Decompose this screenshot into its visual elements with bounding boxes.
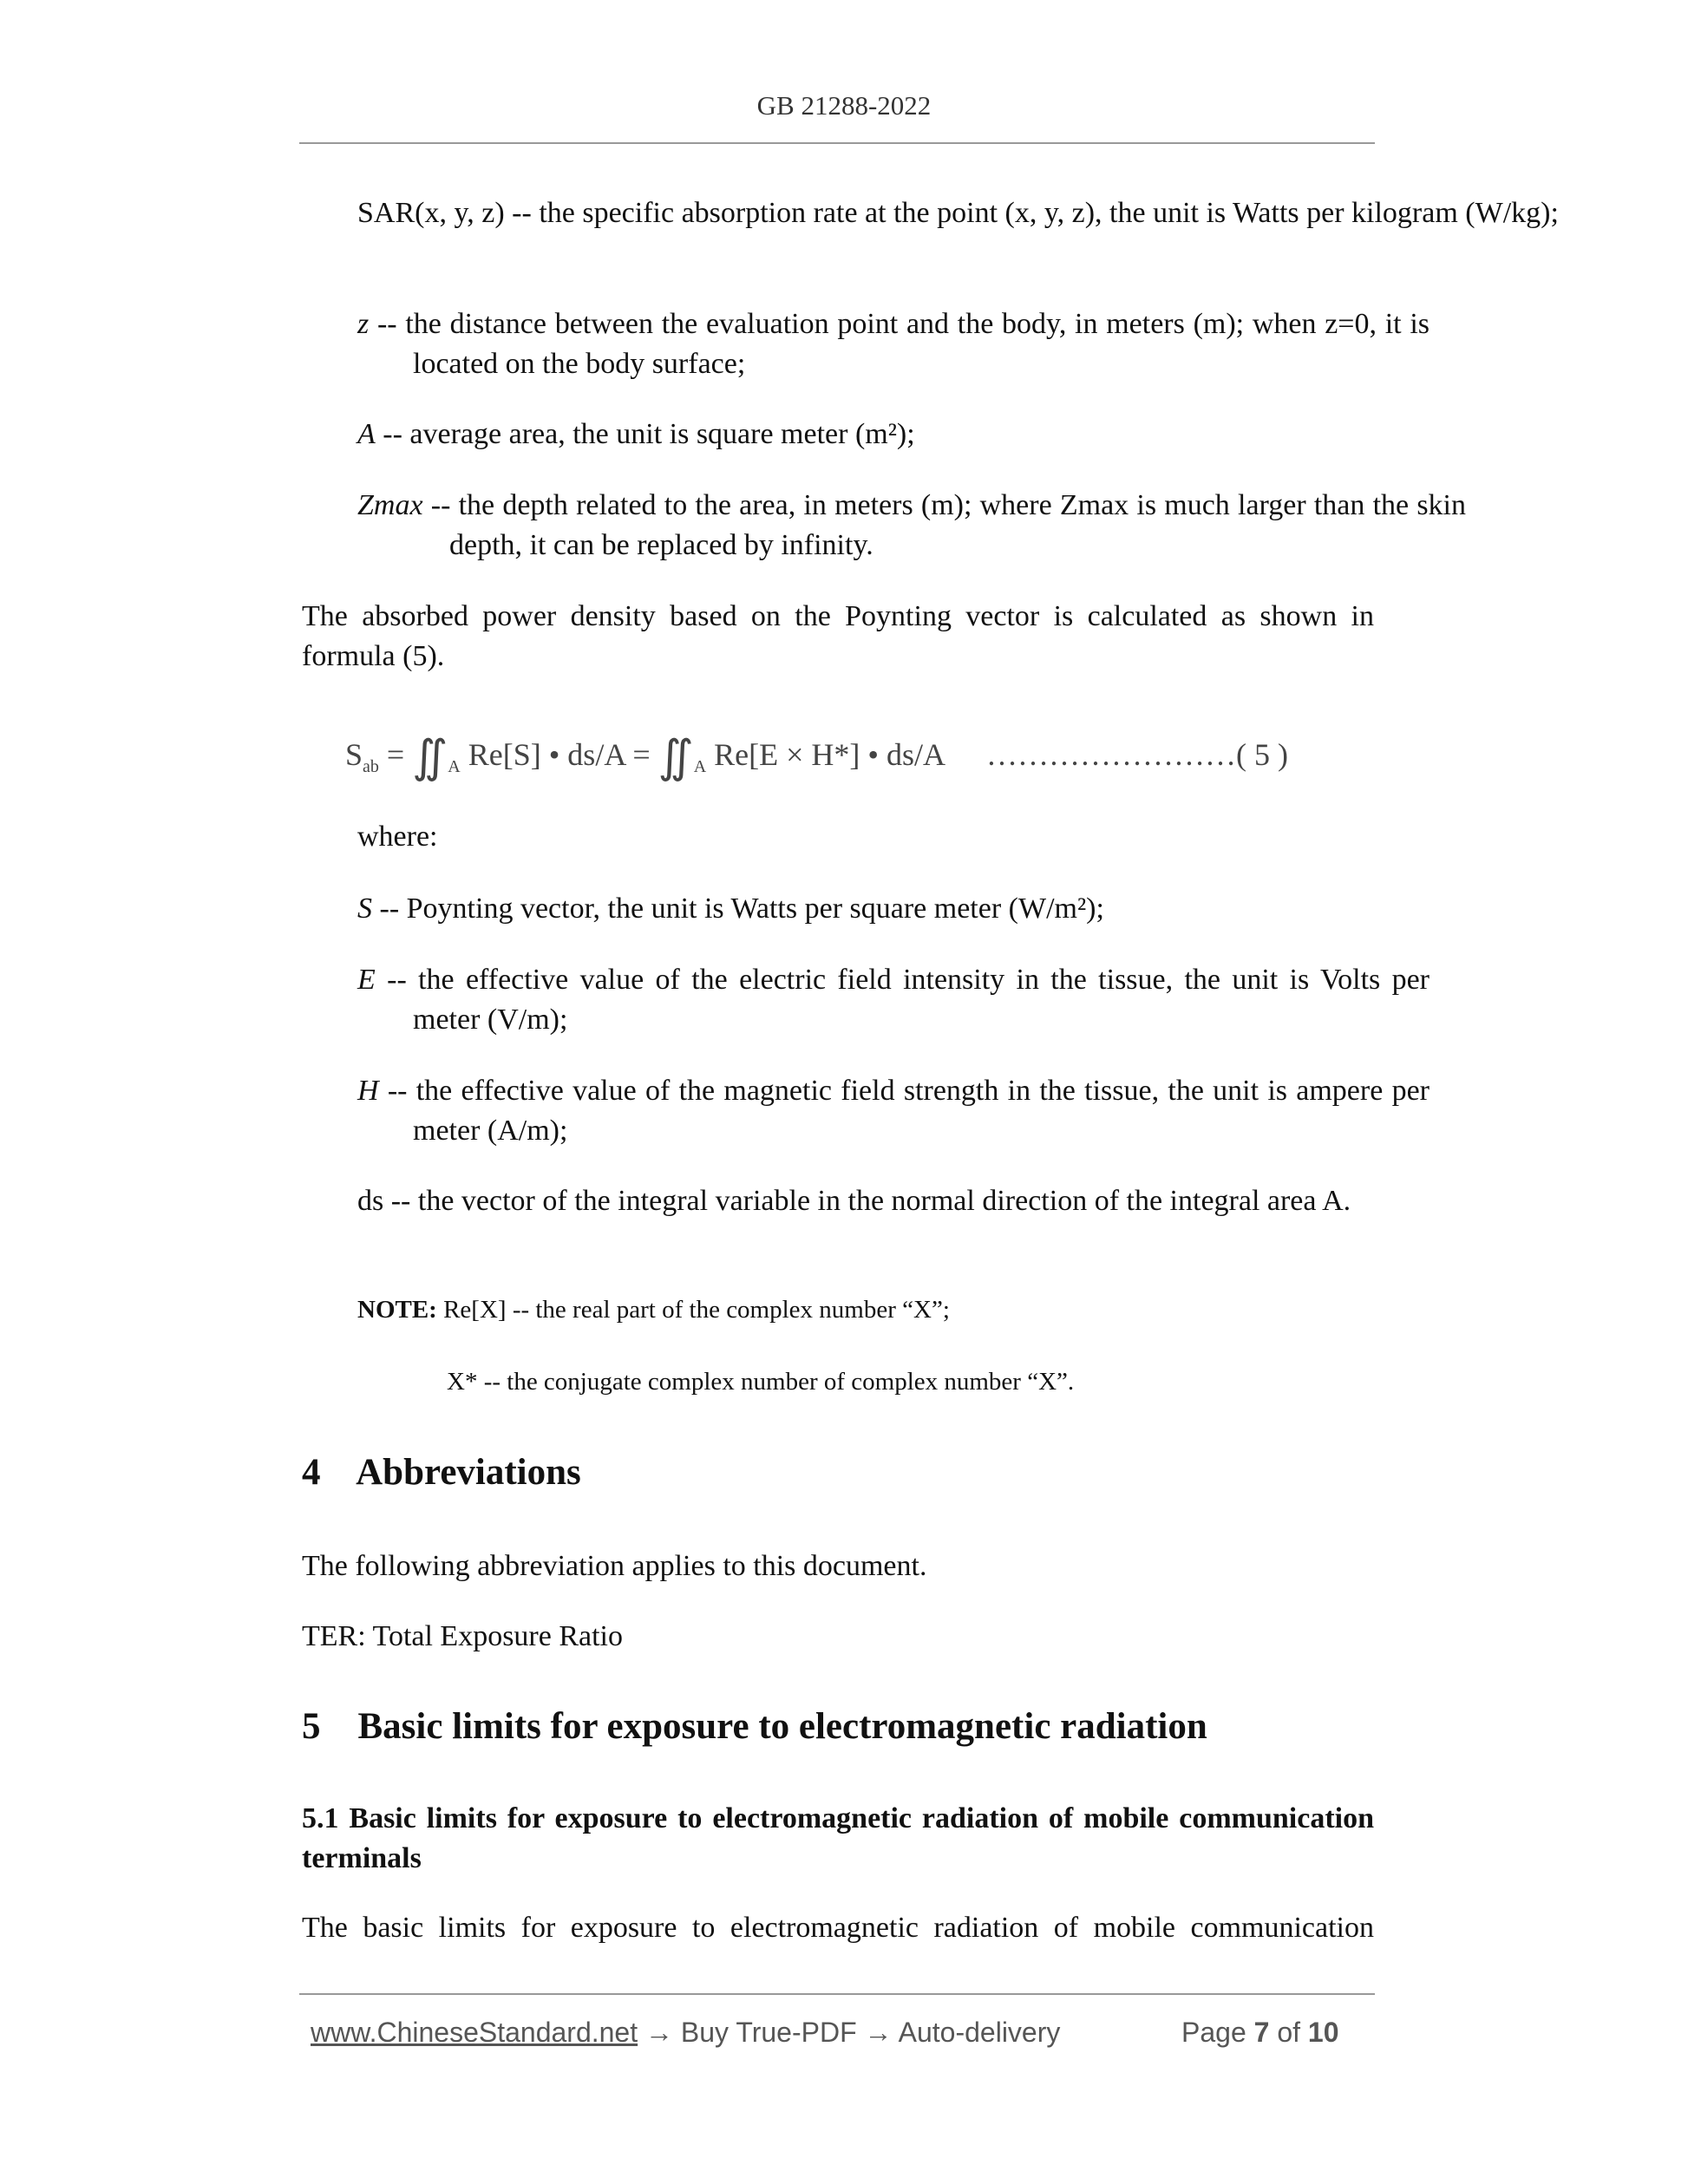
definition-symbol: z (357, 308, 370, 340)
formula-intro: The absorbed power density based on the Poynting vector is calculated as shown in formula (5). (302, 600, 1374, 672)
definition-symbol: ds (357, 1185, 384, 1217)
definition-symbol: SAR(x, y, z) (357, 197, 505, 229)
definition-sar (357, 193, 1560, 233)
definition-symbol: H (357, 1075, 379, 1107)
definition-symbol: A (357, 418, 376, 450)
page-indicator: Page 7 of 10 (1181, 2017, 1339, 2048)
definition-symbol: E (357, 964, 376, 996)
section-4-heading: 4 Abbreviations (302, 1452, 581, 1493)
abbreviation-ter: TER: Total Exposure Ratio (302, 1620, 623, 1652)
definition-text: -- the specific absorption rate at the point (x, y, z), the unit is Watts per kilogram (W/kg); (504, 197, 1559, 229)
section-5-1-text: The basic limits for exposure to electromagnetic radiation of mobile communication (302, 1912, 1374, 1944)
definition-text: -- the effective value of the electric field intensity in the tissue, the unit is Volts per meter (V/m); (375, 964, 1430, 1036)
note-line-1: NOTE: Re[X] -- the real part of the complex number “X”; (357, 1296, 950, 1324)
formula-5: $S_{ab}$ = $∬_A$ Re[S] • $ds/A = ∬_A$ Re[E × H*] • ds/A ……………………( 5 ) (345, 733, 1289, 782)
definition-text: -- the distance between the evaluation point and the body, in meters (m); when z=0, it is located on the body surface; (369, 308, 1430, 380)
definition-h (357, 1071, 1430, 1151)
header-divider (299, 142, 1375, 144)
document-header: GB 21288-2022 (756, 90, 932, 121)
definition-ds (357, 1181, 1447, 1221)
section-5-1-heading: 5.1 Basic limits for exposure to electromagnetic radiation of mobile communication terminals (302, 1802, 1374, 1874)
definition-z (357, 304, 1430, 384)
definition-text: -- the effective value of the magnetic field strength in the tissue, the unit is ampere per meter (A/m); (378, 1075, 1430, 1147)
formula-number: ……………………( 5 ) (986, 737, 1289, 772)
definition-symbol: S (357, 893, 372, 925)
definition-s (357, 889, 1374, 929)
footer-promo: www.ChineseStandard.net → Buy True-PDF → Auto-delivery (311, 2017, 1061, 2048)
definition-text: -- average area, the unit is square meter (m²); (375, 418, 915, 450)
definition-e (357, 960, 1430, 1040)
definition-zmax (357, 486, 1466, 566)
chinesestandard-link[interactable]: www.ChineseStandard.net (311, 2017, 638, 2048)
definition-a (357, 415, 1374, 454)
definition-symbol: Zmax (357, 489, 423, 521)
footer-divider (299, 1993, 1375, 1995)
section-4-intro: The following abbreviation applies to this document. (302, 1550, 927, 1582)
section-5-heading: 5 Basic limits for exposure to electromagnetic radiation (302, 1706, 1207, 1747)
definition-text: -- Poynting vector, the unit is Watts per square meter (W/m²); (372, 893, 1104, 925)
definition-text: -- the vector of the integral variable in the normal direction of the integral area A. (383, 1185, 1351, 1217)
note-line-2: X* -- the conjugate complex number of complex number “X”. (447, 1368, 1075, 1396)
where-label: where: (357, 821, 438, 853)
definition-text: -- the depth related to the area, in meters (m); where Zmax is much larger than the skin depth, it can be replaced by infinity. (422, 489, 1466, 561)
